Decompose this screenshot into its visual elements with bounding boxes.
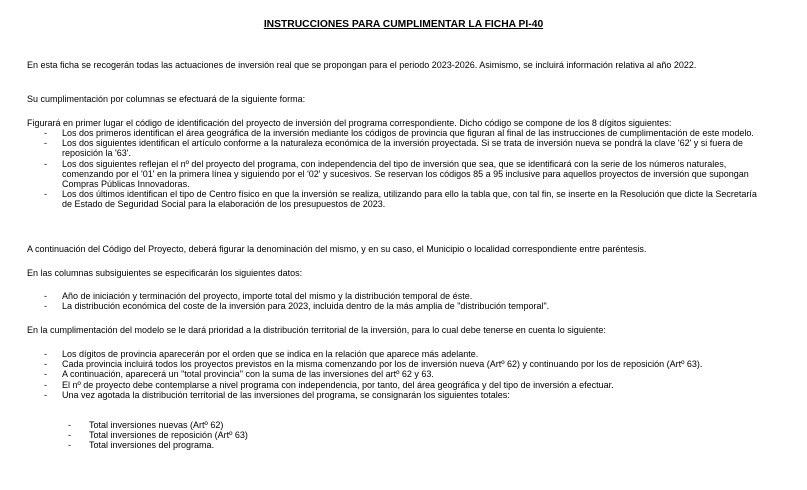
bullet-dash: - — [68, 440, 71, 451]
list-item: - Año de iniciación y terminación del proyecto, importe total del mismo y la distribución temporal de éste. — [44, 291, 473, 301]
bullet-dash: - — [68, 430, 71, 441]
territorial-paragraph: En la cumplimentación del modelo se le dará prioridad a la distribución territorial de la inversión, para lo cual debe tenerse en cuenta lo siguiente: — [27, 325, 606, 335]
bullet-dash: - — [44, 359, 47, 370]
bullet-dash: - — [44, 369, 47, 380]
list-item: - El nº de proyecto debe contemplarse a nivel programa con independencia, por tanto, del área geográfica y del tipo de inversión a efectuar. — [44, 379, 614, 390]
territorial-list — [27, 349, 767, 400]
list-item: - Total inversiones nuevas (Artº 62) — [68, 420, 224, 430]
subsequent-paragraph: En las columnas subsiguientes se especificarán los siguientes datos: — [27, 268, 303, 278]
list-item: - Los dígitos de provincia aparecerán por el orden que se indica en la relación que aparece más adelante. — [44, 349, 479, 359]
list-item: - Una vez agotada la distribución territorial de las inversiones del programa, se consignarán los siguientes totales: — [44, 389, 510, 400]
document-title: INSTRUCCIONES PARA CUMPLIMENTAR LA FICHA PI-40 — [263, 19, 544, 30]
bullet-dash: - — [44, 301, 47, 312]
bullet-dash: - — [44, 158, 47, 169]
list-item: - Total inversiones de reposición (Artº 63) — [68, 430, 248, 441]
bullet-dash: - — [44, 349, 47, 359]
list-item: - Cada provincia incluirá todos los proyectos previstos en la misma comenzando por los de inversión nueva (Artº 62) y continuando por los de reposición (Artº 63). — [44, 359, 703, 370]
bullet-dash: - — [44, 138, 47, 149]
code-digits-list — [27, 128, 767, 210]
list-item: - A continuación, aparecerá un "total provincia" con la suma de las inversiones del artº 62 y 63. — [44, 369, 434, 380]
bullet-dash: - — [44, 379, 47, 390]
bullet-dash: - — [44, 128, 47, 138]
project-data-list — [27, 291, 767, 311]
list-item: - Los dos primeros identifican el área geográfica de la inversión mediante los códigos de provincia que figuran al final de las instrucciones de cumplimentación de este modelo. — [44, 128, 754, 138]
bullet-dash: - — [44, 389, 47, 400]
list-item: - Los dos últimos identifican el tipo de Centro físico en que la inversión se realiza, utilizando para ello la tabla que, con tal fin, se inserte en la Resolución que dicte la Secretaría de Estado de Seguridad Social para la elaboración de los presupuestos de 2023. — [44, 189, 757, 210]
list-item: - Total inversiones del programa. — [68, 440, 215, 451]
list-item: - La distribución económica del coste de la inversión para 2023, incluida dentro de la más amplia de "distribución temporal". — [44, 301, 550, 312]
intro-paragraph: En esta ficha se recogerán todas las actuaciones de inversión real que se propongan para el periodo 2023-2026. Asimismo, se incluirá información relativa al año 2022. — [27, 60, 697, 70]
columns-paragraph: Su cumplimentación por columnas se efectuará de la siguiente forma: — [27, 94, 306, 104]
list-item: - Los dos siguientes identifican el artículo conforme a la naturaleza económica de la inversión proyectada. Si se trata de inversión nueva se pondrá la clave '62' y si fuera de reposición la '63'. — [44, 138, 743, 159]
bullet-dash: - — [44, 189, 47, 200]
denomination-paragraph: A continuación del Código del Proyecto, deberá figurar la denominación del mismo, y en su caso, el Municipio o localidad correspondiente entre paréntesis. — [27, 244, 647, 254]
bullet-dash: - — [44, 291, 47, 301]
list-item: - Los dos siguientes reflejan el nº del proyecto del programa, con independencia del tipo de inversión que sea, que se identificará con la serie de los números naturales, comenzando por el '01' en la primera línea y siguiendo por el '02' y sucesivos. Se reservan los códigos 85 a 95 inclusive para aquellos proyectos de inversión que supongan Compras Públicas Innovadoras. — [44, 158, 749, 190]
totals-sublist — [62, 420, 248, 451]
code-paragraph: Figurará en primer lugar el código de identificación del proyecto de inversión del programa correspondiente. Dicho código se compone de los 8 dígitos siguientes: — [27, 118, 672, 128]
bullet-dash: - — [68, 420, 71, 430]
